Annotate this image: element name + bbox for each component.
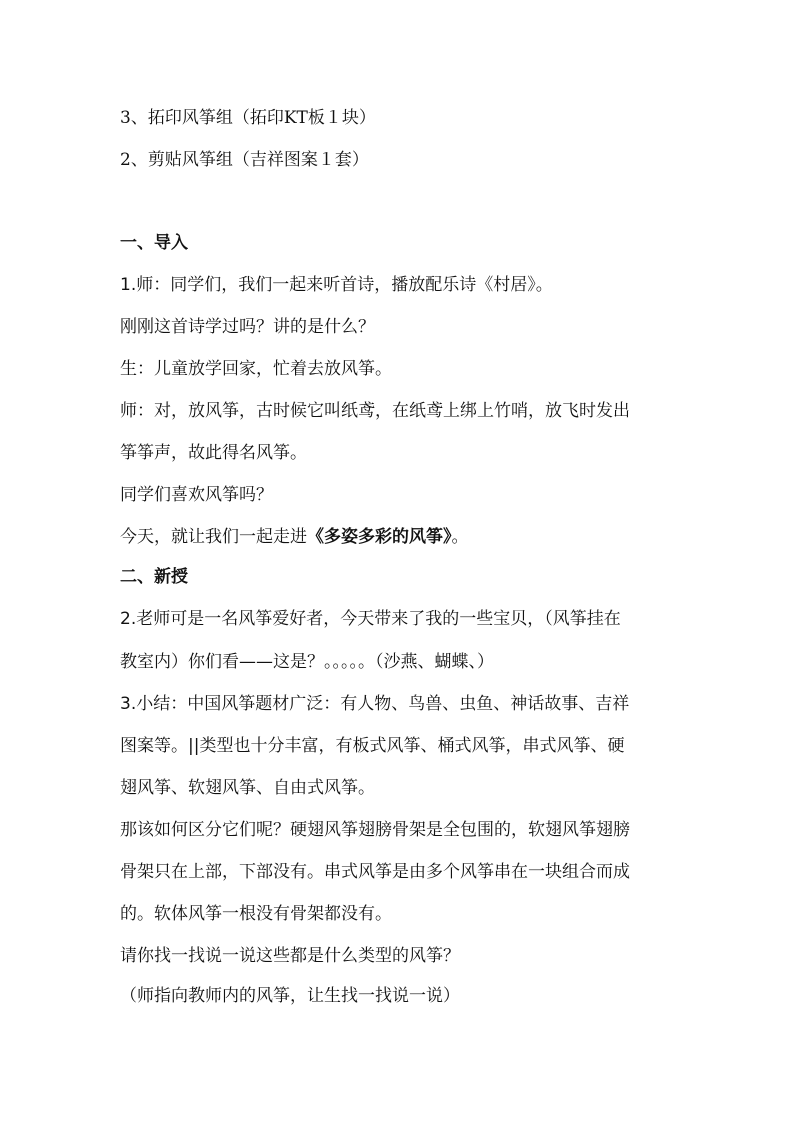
materials-line-2: 2、剪贴风筝组（吉祥图案１套）	[120, 150, 369, 170]
paragraph-6-suffix: 。	[451, 527, 469, 547]
section-heading-new-lesson: 二、新授	[120, 567, 188, 587]
paragraph-9-line-3: 的。软体风筝一根没有骨架都没有。	[120, 904, 392, 924]
materials-line-3: 3、拓印风筝组（拓印KT板１块）	[120, 108, 376, 128]
paragraph-7-line-2: 教室内）你们看——这是？。。。。。（沙燕、蝴蝶、）	[120, 652, 494, 672]
paragraph-9-line-2: 骨架只在上部，下部没有。串式风筝是由多个风筝串在一块组合而成	[120, 862, 630, 882]
paragraph-5: 同学们喜欢风筝吗？	[120, 485, 273, 505]
paragraph-1: 1.师：同学们，我们一起来听首诗，播放配乐诗《村居》。	[120, 275, 553, 295]
paragraph-8-line-1: 3.小结：中国风筝题材广泛：有人物、鸟兽、虫鱼、神话故事、吉祥	[120, 694, 630, 714]
paragraph-8-line-2: 图案等。||类型也十分丰富，有板式风筝、桶式风筝，串式风筝、硬	[120, 736, 625, 756]
lesson-title: 《多姿多彩的风筝》	[307, 527, 452, 547]
paragraph-10: 请你找一找说一说这些都是什么类型的风筝？	[120, 946, 460, 966]
paragraph-3: 生：儿童放学回家，忙着去放风筝。	[120, 359, 392, 379]
paragraph-4-line-2: 筝筝声，故此得名风筝。	[120, 443, 307, 463]
paragraph-6	[120, 526, 469, 548]
paragraph-9-line-1: 那该如何区分它们呢？硬翅风筝翅膀骨架是全包围的，软翅风筝翅膀	[120, 820, 630, 840]
section-heading-intro: 一、导入	[120, 233, 188, 253]
paragraph-8-line-3: 翅风筝、软翅风筝、自由式风筝。	[120, 778, 375, 798]
paragraph-7-line-1: 2.老师可是一名风筝爱好者，今天带来了我的一些宝贝，（风筝挂在	[120, 609, 621, 629]
paragraph-6-prefix: 今天，就让我们一起走进	[120, 527, 307, 547]
paragraph-2: 刚刚这首诗学过吗？讲的是什么？	[120, 317, 375, 337]
paragraph-11: （师指向教师内的风筝，让生找一找说一说）	[120, 986, 460, 1006]
paragraph-4-line-1: 师：对，放风筝，古时候它叫纸鸢，在纸鸢上绑上竹哨，放飞时发出	[120, 401, 630, 421]
